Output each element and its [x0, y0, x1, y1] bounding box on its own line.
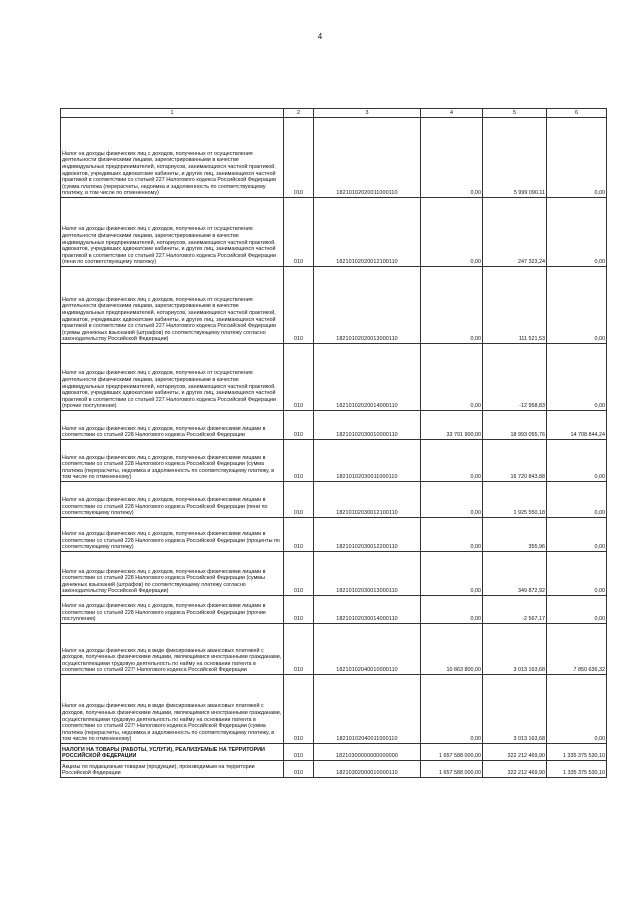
row-approved: 1 657 588 000,00 — [421, 761, 483, 778]
row-unexecuted: 0,00 — [547, 440, 607, 482]
row-executed: 322 212 469,90 — [483, 744, 547, 761]
table-row — [61, 440, 607, 482]
column-header-1: 1 — [61, 109, 284, 118]
row-executed: 5 999 090,11 — [483, 118, 547, 198]
row-line-code: 010 — [284, 411, 314, 440]
row-line-code: 010 — [284, 675, 314, 744]
column-header-2: 2 — [284, 109, 314, 118]
row-executed: 3 013 163,68 — [483, 624, 547, 675]
row-approved: 10 863 800,00 — [421, 624, 483, 675]
table-body — [61, 118, 607, 778]
row-name: Налог на доходы физических лиц с доходов, полученных физическими лицами в соответствии со статьей 228 Налогового кодекса Российской Федерации (прочие поступления) — [61, 596, 284, 624]
row-budget-code: 18210102040010000110 — [314, 624, 421, 675]
row-unexecuted: 0,00 — [547, 198, 607, 267]
row-line-code: 010 — [284, 624, 314, 675]
row-line-code: 010 — [284, 596, 314, 624]
row-executed: 1 925 550,18 — [483, 482, 547, 518]
row-executed: 322 212 469,90 — [483, 761, 547, 778]
row-line-code: 010 — [284, 198, 314, 267]
row-approved: 0,00 — [421, 482, 483, 518]
row-name: Налог на доходы физических лиц с доходов, полученных физическими лицами в соответствии со статьей 228 Налогового кодекса Российской Федерации (сумма платежа (перерасчеты, недоимка и задолженность по соответствующему платежу, в том числе по отмененному) — [61, 440, 284, 482]
row-executed: -2 567,17 — [483, 596, 547, 624]
row-budget-code: 18210102030012100110 — [314, 482, 421, 518]
row-executed: -12 958,83 — [483, 344, 547, 411]
column-number-row — [61, 109, 607, 118]
row-line-code: 010 — [284, 344, 314, 411]
row-budget-code: 18210102030013000110 — [314, 552, 421, 596]
row-unexecuted: 0,00 — [547, 518, 607, 552]
row-unexecuted: 7 850 636,32 — [547, 624, 607, 675]
row-unexecuted: 0,00 — [547, 482, 607, 518]
table-row — [61, 198, 607, 267]
row-budget-code: 18210102040011000110 — [314, 675, 421, 744]
row-unexecuted: 1 335 375 530,10 — [547, 761, 607, 778]
row-unexecuted: 14 708 844,24 — [547, 411, 607, 440]
row-name: Налог на доходы физических лиц в виде фиксированных авансовых платежей с доходов, полученных физическими лицами, являющимися иностранными гражданами, осуществляющими трудовую деятельность по найму на основании патента в соответствии со статьей 227¹ Налогового кодекса Российской Федерации — [61, 624, 284, 675]
row-name: Акцизы по подакцизным товарам (продукции), производимым на территории Российской Федерации — [61, 761, 284, 778]
row-line-code: 010 — [284, 518, 314, 552]
row-line-code: 010 — [284, 267, 314, 344]
row-executed: 355,96 — [483, 518, 547, 552]
column-header-4: 4 — [421, 109, 483, 118]
table-row — [61, 482, 607, 518]
row-name: Налог на доходы физических лиц с доходов, полученных от осуществления деятельности физическими лицами, зарегистрированными в качестве индивидуальных предпринимателей, нотариусов, занимающихся частной практикой, адвокатов, учредивших адвокатские кабинеты, и других лиц, занимающихся частной практикой в соответствии со статьей 227 Налогового кодекса Российской Федерации (сумма платежа (перерасчеты, недоимка и задолженность по соответствующему платежу, в том числе по отмененному) — [61, 118, 284, 198]
income-report-table — [60, 108, 607, 778]
row-unexecuted: 0,00 — [547, 118, 607, 198]
row-name: Налог на доходы физических лиц с доходов, полученных от осуществления деятельности физическими лицами, зарегистрированными в качестве индивидуальных предпринимателей, нотариусов, занимающихся частной практикой, адвокатов, учредивших адвокатские кабинеты, и других лиц, занимающихся частной практикой в соответствии со статьей 227 Налогового кодекса Российской Федерации (пени по соответствующему платежу) — [61, 198, 284, 267]
row-name: Налог на доходы физических лиц с доходов, полученных физическими лицами в соответствии со статьей 228 Налогового кодекса Российской Федерации (суммы денежных взысканий (штрафов) по соответствующему платежу согласно законодательству Российской Федерации) — [61, 552, 284, 596]
row-name: НАЛОГИ НА ТОВАРЫ (РАБОТЫ, УСЛУГИ), РЕАЛИЗУЕМЫЕ НА ТЕРРИТОРИИ РОССИЙСКОЙ ФЕДЕРАЦИИ — [61, 744, 284, 761]
row-line-code: 010 — [284, 761, 314, 778]
row-unexecuted: 0,00 — [547, 596, 607, 624]
page-number: 4 — [317, 32, 323, 41]
table-row — [61, 624, 607, 675]
row-executed: 111 521,53 — [483, 267, 547, 344]
table-row — [61, 411, 607, 440]
row-executed: 247 323,24 — [483, 198, 547, 267]
row-approved: 0,00 — [421, 596, 483, 624]
row-unexecuted: 0,00 — [547, 552, 607, 596]
row-approved: 0,00 — [421, 440, 483, 482]
table-row — [61, 596, 607, 624]
table-row — [61, 267, 607, 344]
row-approved: 0,00 — [421, 552, 483, 596]
table-row — [61, 344, 607, 411]
row-name: Налог на доходы физических лиц с доходов, полученных физическими лицами в соответствии со статьей 228 Налогового кодекса Российской Федерации (проценты по соответствующему платежу) — [61, 518, 284, 552]
row-budget-code: 18210102020011000110 — [314, 118, 421, 198]
table-row — [61, 744, 607, 761]
row-executed: 18 993 055,76 — [483, 411, 547, 440]
table-row — [61, 761, 607, 778]
row-line-code: 010 — [284, 440, 314, 482]
column-header-3: 3 — [314, 109, 421, 118]
row-budget-code: 18210102020014000110 — [314, 344, 421, 411]
row-budget-code: 18210102020013000110 — [314, 267, 421, 344]
row-budget-code: 18210102020012100110 — [314, 198, 421, 267]
column-header-6: 6 — [547, 109, 607, 118]
row-line-code: 010 — [284, 482, 314, 518]
row-line-code: 010 — [284, 552, 314, 596]
table-row — [61, 118, 607, 198]
row-unexecuted: 0,00 — [547, 267, 607, 344]
row-executed: 16 720 843,88 — [483, 440, 547, 482]
row-name: Налог на доходы физических лиц в виде фиксированных авансовых платежей с доходов, полученных физическими лицами, являющимися иностранными гражданами, осуществляющими трудовую деятельность по найму на основании патента в соответствии со статьей 227¹ Налогового кодекса Российской Федерации (сумма платежа (перерасчеты, недоимка и задолженность по соответствующему платежу, в том числе по отмененному) — [61, 675, 284, 744]
table-row — [61, 518, 607, 552]
row-budget-code: 18210102030010000110 — [314, 411, 421, 440]
row-budget-code: 18210300000000000000 — [314, 744, 421, 761]
table-row — [61, 552, 607, 596]
row-approved: 33 701 900,00 — [421, 411, 483, 440]
row-executed: 3 013 163,68 — [483, 675, 547, 744]
row-approved: 0,00 — [421, 198, 483, 267]
row-unexecuted: 0,00 — [547, 675, 607, 744]
table-row — [61, 675, 607, 744]
row-approved: 0,00 — [421, 344, 483, 411]
row-name: Налог на доходы физических лиц с доходов, полученных от осуществления деятельности физическими лицами, зарегистрированными в качестве индивидуальных предпринимателей, нотариусов, занимающихся частной практикой, адвокатов, учредивших адвокатские кабинеты, и других лиц, занимающихся частной практикой в соответствии со статьей 227 Налогового кодекса Российской Федерации (прочие поступления) — [61, 344, 284, 411]
row-budget-code: 18210102030012200110 — [314, 518, 421, 552]
row-approved: 0,00 — [421, 267, 483, 344]
row-line-code: 010 — [284, 118, 314, 198]
row-name: Налог на доходы физических лиц с доходов, полученных физическими лицами в соответствии со статьей 228 Налогового кодекса Российской Федерации — [61, 411, 284, 440]
row-approved: 0,00 — [421, 675, 483, 744]
row-unexecuted: 0,00 — [547, 344, 607, 411]
column-header-5: 5 — [483, 109, 547, 118]
row-name: Налог на доходы физических лиц с доходов, полученных физическими лицами в соответствии со статьей 228 Налогового кодекса Российской Федерации (пени по соответствующему платежу) — [61, 482, 284, 518]
row-approved: 1 657 588 000,00 — [421, 744, 483, 761]
row-budget-code: 18210102030014000110 — [314, 596, 421, 624]
row-approved: 0,00 — [421, 518, 483, 552]
row-name: Налог на доходы физических лиц с доходов, полученных от осуществления деятельности физическими лицами, зарегистрированными в качестве индивидуальных предпринимателей, нотариусов, занимающихся частной практикой, адвокатов, учредивших адвокатские кабинеты, и других лиц, занимающихся частной практикой в соответствии со статьей 227 Налогового кодекса Российской Федерации (суммы денежных взысканий (штрафов) по соответствующему платежу согласно законодательству Российской Федерации) — [61, 267, 284, 344]
row-unexecuted: 1 335 375 530,10 — [547, 744, 607, 761]
row-line-code: 010 — [284, 744, 314, 761]
row-executed: 349 872,92 — [483, 552, 547, 596]
row-budget-code: 18210302000010000110 — [314, 761, 421, 778]
row-approved: 0,00 — [421, 118, 483, 198]
row-budget-code: 18210102030011000110 — [314, 440, 421, 482]
